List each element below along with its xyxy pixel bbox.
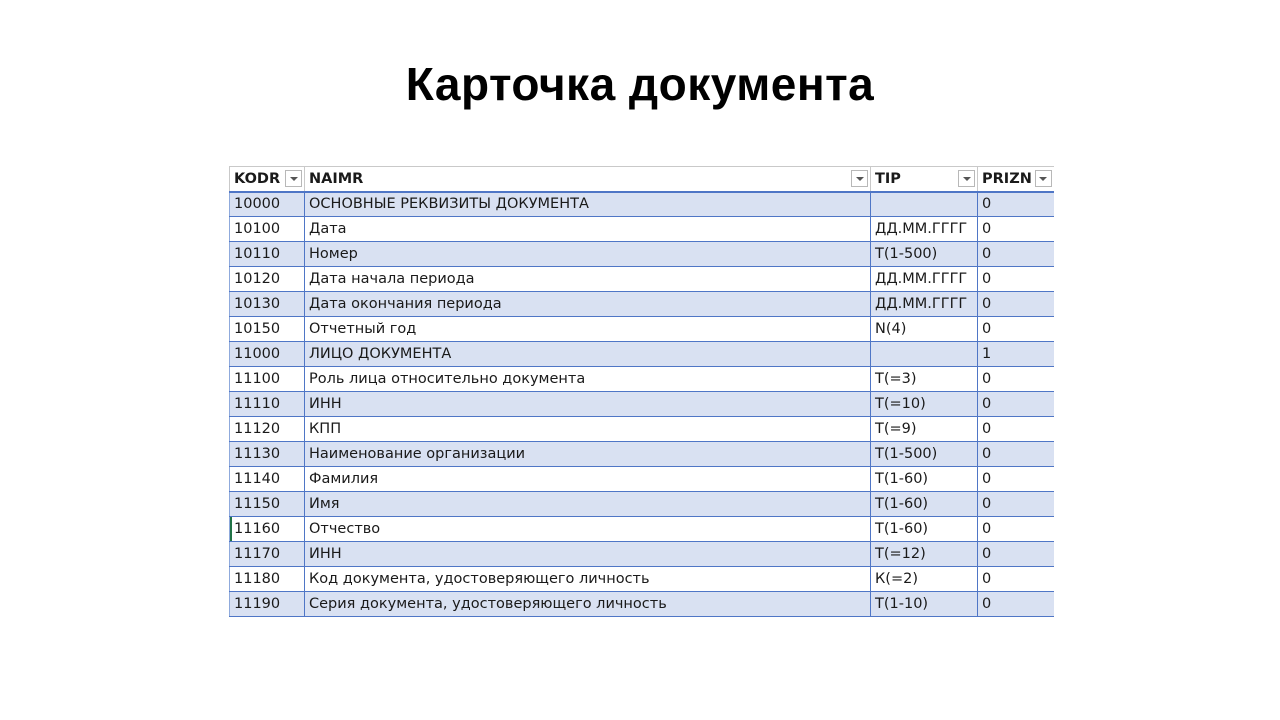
cell-prizn[interactable]: 1 <box>978 342 1054 367</box>
cell-naimr[interactable]: Отчество <box>305 517 871 542</box>
table-row[interactable] <box>230 267 1054 292</box>
table-row[interactable] <box>230 192 1054 217</box>
cell-naimr[interactable]: ИНН <box>305 542 871 567</box>
table-row[interactable] <box>230 442 1054 467</box>
table-row[interactable] <box>230 492 1054 517</box>
chevron-down-icon <box>1039 177 1047 181</box>
table-row[interactable] <box>230 292 1054 317</box>
cell-tip[interactable]: Т(=9) <box>871 417 978 442</box>
cell-naimr[interactable]: ИНН <box>305 392 871 417</box>
column-header-prizn <box>978 167 1054 192</box>
cell-kodr[interactable]: 11000 <box>230 342 305 367</box>
cell-naimr[interactable]: Наименование организации <box>305 442 871 467</box>
cell-prizn[interactable]: 0 <box>978 367 1054 392</box>
table-row[interactable] <box>230 342 1054 367</box>
cell-naimr[interactable]: ЛИЦО ДОКУМЕНТА <box>305 342 871 367</box>
table-sheet <box>229 166 1053 617</box>
table-row[interactable] <box>230 542 1054 567</box>
cell-kodr[interactable]: 11160 <box>230 517 305 542</box>
cell-kodr[interactable]: 10110 <box>230 242 305 267</box>
cell-naimr[interactable]: КПП <box>305 417 871 442</box>
cell-prizn[interactable]: 0 <box>978 417 1054 442</box>
cell-prizn[interactable]: 0 <box>978 217 1054 242</box>
chevron-down-icon <box>290 177 298 181</box>
cell-kodr[interactable]: 10130 <box>230 292 305 317</box>
cell-prizn[interactable]: 0 <box>978 242 1054 267</box>
cell-kodr[interactable]: 11120 <box>230 417 305 442</box>
cell-naimr[interactable]: Роль лица относительно документа <box>305 367 871 392</box>
cell-kodr[interactable]: 10100 <box>230 217 305 242</box>
cell-naimr[interactable]: ОСНОВНЫЕ РЕКВИЗИТЫ ДОКУМЕНТА <box>305 192 871 217</box>
cell-kodr[interactable]: 11170 <box>230 542 305 567</box>
cell-kodr[interactable]: 11130 <box>230 442 305 467</box>
table-row[interactable] <box>230 217 1054 242</box>
cell-naimr[interactable]: Дата начала периода <box>305 267 871 292</box>
cell-tip[interactable]: ДД.ММ.ГГГГ <box>871 292 978 317</box>
cell-kodr[interactable]: 10120 <box>230 267 305 292</box>
cell-prizn[interactable]: 0 <box>978 192 1054 217</box>
cell-tip[interactable] <box>871 192 978 217</box>
cell-naimr[interactable]: Код документа, удостоверяющего личность <box>305 567 871 592</box>
cell-naimr[interactable]: Отчетный год <box>305 317 871 342</box>
cell-kodr[interactable]: 11180 <box>230 567 305 592</box>
table-row[interactable] <box>230 242 1054 267</box>
cell-tip[interactable]: Т(=10) <box>871 392 978 417</box>
cell-tip[interactable]: N(4) <box>871 317 978 342</box>
slide-title: Карточка документа <box>405 58 875 110</box>
table-row[interactable] <box>230 417 1054 442</box>
table-row[interactable] <box>230 392 1054 417</box>
cell-kodr[interactable]: 11140 <box>230 467 305 492</box>
cell-tip[interactable]: Т(1-60) <box>871 467 978 492</box>
cell-prizn[interactable]: 0 <box>978 392 1054 417</box>
table-row[interactable] <box>230 367 1054 392</box>
cell-kodr[interactable]: 10150 <box>230 317 305 342</box>
cell-naimr[interactable]: Имя <box>305 492 871 517</box>
cell-prizn[interactable]: 0 <box>978 467 1054 492</box>
cell-tip[interactable]: ДД.ММ.ГГГГ <box>871 217 978 242</box>
cell-tip[interactable]: Т(1-500) <box>871 442 978 467</box>
column-header-label: KODR <box>234 170 281 187</box>
cell-kodr[interactable]: 11100 <box>230 367 305 392</box>
table-row[interactable] <box>230 317 1054 342</box>
cell-tip[interactable]: Т(1-60) <box>871 517 978 542</box>
cell-tip[interactable]: Т(1-10) <box>871 592 978 617</box>
cell-tip[interactable] <box>871 342 978 367</box>
cell-prizn[interactable]: 0 <box>978 292 1054 317</box>
filter-dropdown-button[interactable] <box>851 170 868 187</box>
filter-dropdown-button[interactable] <box>285 170 302 187</box>
cell-prizn[interactable]: 0 <box>978 567 1054 592</box>
cell-prizn[interactable]: 0 <box>978 317 1054 342</box>
cell-prizn[interactable]: 0 <box>978 442 1054 467</box>
cell-tip[interactable]: Т(=12) <box>871 542 978 567</box>
chevron-down-icon <box>963 177 971 181</box>
cell-prizn[interactable]: 0 <box>978 542 1054 567</box>
cell-tip[interactable]: ДД.ММ.ГГГГ <box>871 267 978 292</box>
cell-prizn[interactable]: 0 <box>978 592 1054 617</box>
table-row[interactable] <box>230 467 1054 492</box>
cell-tip[interactable]: К(=2) <box>871 567 978 592</box>
cell-tip[interactable]: Т(=3) <box>871 367 978 392</box>
cell-kodr[interactable]: 11150 <box>230 492 305 517</box>
chevron-down-icon <box>856 177 864 181</box>
cell-naimr[interactable]: Серия документа, удостоверяющего личность <box>305 592 871 617</box>
cell-prizn[interactable]: 0 <box>978 267 1054 292</box>
cell-tip[interactable]: Т(1-500) <box>871 242 978 267</box>
header-row <box>230 167 1054 192</box>
data-table <box>229 166 1054 617</box>
cell-naimr[interactable]: Дата окончания периода <box>305 292 871 317</box>
filter-dropdown-button[interactable] <box>958 170 975 187</box>
filter-dropdown-button[interactable] <box>1035 170 1052 187</box>
column-header-label: NAIMR <box>309 170 364 187</box>
column-header-kodr <box>230 167 305 192</box>
cell-naimr[interactable]: Дата <box>305 217 871 242</box>
column-header-naimr <box>305 167 871 192</box>
cell-prizn[interactable]: 0 <box>978 492 1054 517</box>
column-header-label: TIP <box>875 170 901 187</box>
column-header-label: PRIZN <box>982 170 1032 187</box>
table-row[interactable] <box>230 592 1054 617</box>
cell-naimr[interactable]: Номер <box>305 242 871 267</box>
table-row[interactable] <box>230 517 1054 542</box>
table-row[interactable] <box>230 567 1054 592</box>
cell-prizn[interactable]: 0 <box>978 517 1054 542</box>
cell-naimr[interactable]: Фамилия <box>305 467 871 492</box>
cell-tip[interactable]: Т(1-60) <box>871 492 978 517</box>
cell-kodr[interactable]: 11190 <box>230 592 305 617</box>
cell-kodr[interactable]: 11110 <box>230 392 305 417</box>
cell-kodr[interactable]: 10000 <box>230 192 305 217</box>
column-header-tip <box>871 167 978 192</box>
